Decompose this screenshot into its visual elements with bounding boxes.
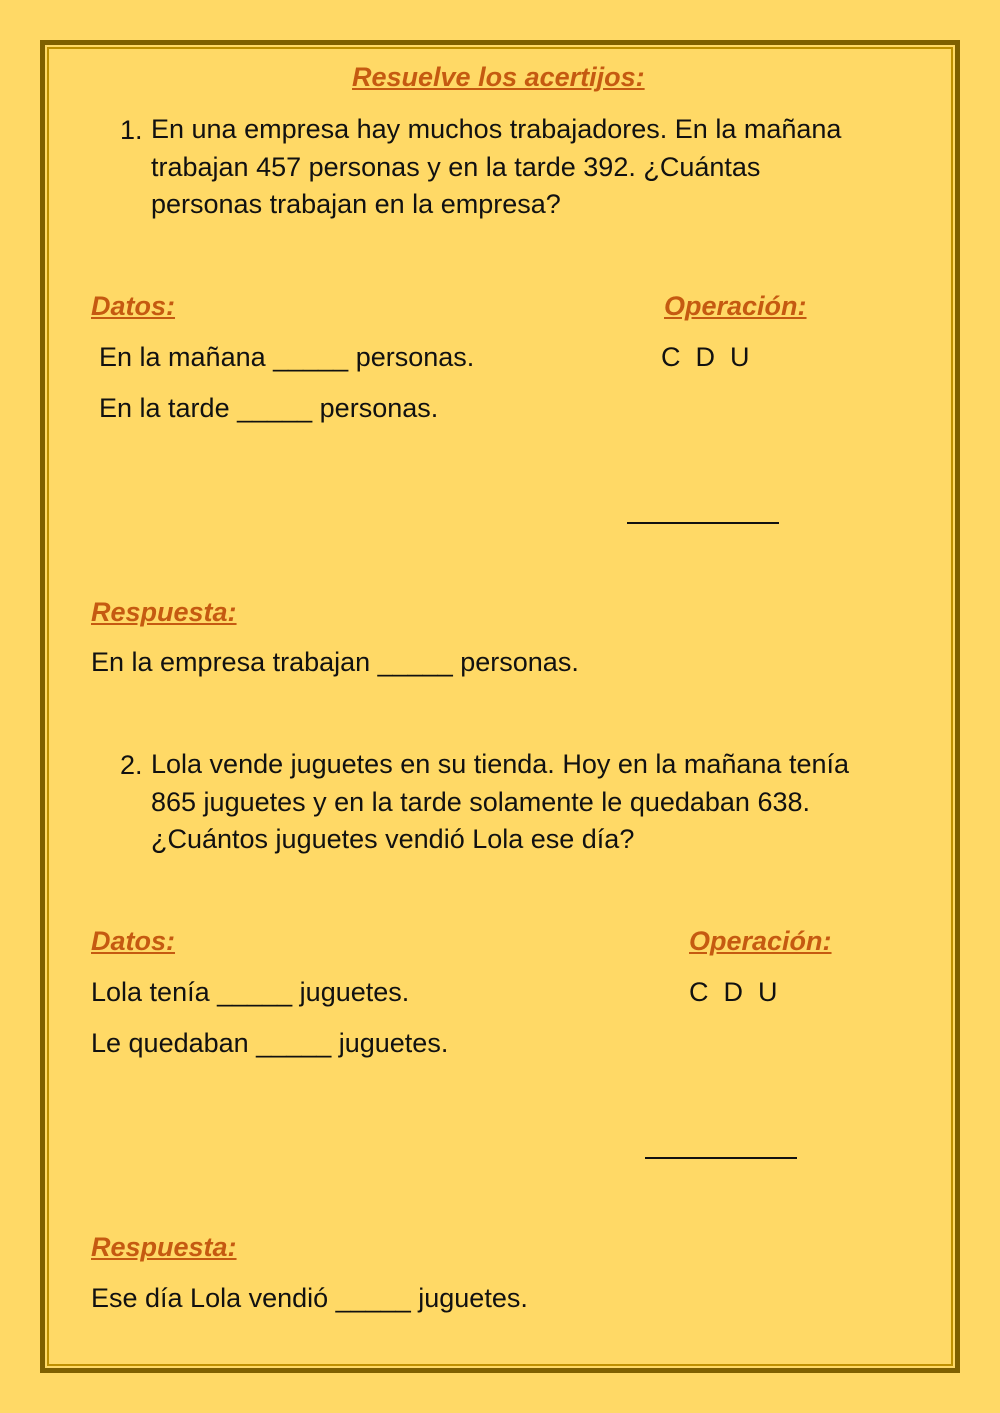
problem-2-place-value-columns: C D U bbox=[689, 977, 778, 1007]
problem-2-statement bbox=[151, 746, 849, 859]
problem-1-statement bbox=[151, 111, 841, 224]
problem-1-line-2: trabajan 457 personas y en la tarde 392. ¿Cuántas bbox=[151, 151, 761, 182]
problem-2-datos-label: Datos: bbox=[91, 926, 176, 956]
problem-2-line-1: Lola vende juguetes en su tienda. Hoy en la mañana tenía bbox=[151, 749, 850, 779]
problem-2-line-3: ¿Cuántos juguetes vendió Lola ese día? bbox=[151, 824, 635, 854]
problem-2-difference-line bbox=[645, 1157, 797, 1159]
problem-2-line-2: 865 juguetes y en la tarde solamente le quedaban 638. bbox=[151, 786, 810, 817]
page-border-inner bbox=[47, 47, 953, 1366]
problem-1-operacion-label: Operación: bbox=[664, 291, 807, 321]
problem-1-sum-line bbox=[627, 522, 779, 524]
problem-1-dato-2: En la tarde _____ personas. bbox=[99, 393, 439, 423]
worksheet-title: Resuelve los acertijos: bbox=[352, 62, 645, 92]
problem-1-dato-1: En la mañana _____ personas. bbox=[99, 342, 475, 372]
problem-1-datos-label: Datos: bbox=[91, 291, 176, 321]
problem-2-dato-1: Lola tenía _____ juguetes. bbox=[91, 977, 410, 1007]
problem-2-operacion-label: Operación: bbox=[689, 926, 832, 956]
problem-1-line-1: En una empresa hay muchos trabajadores. En la mañana bbox=[151, 114, 842, 144]
problem-1-line-3: personas trabajan en la empresa? bbox=[151, 189, 561, 219]
problem-2-respuesta: Ese día Lola vendió _____ juguetes. bbox=[91, 1283, 528, 1313]
problem-2-respuesta-label: Respuesta: bbox=[91, 1232, 237, 1262]
problem-2-number: 2. bbox=[120, 750, 143, 780]
problem-1-respuesta-label: Respuesta: bbox=[91, 597, 237, 627]
problem-2-dato-2: Le quedaban _____ juguetes. bbox=[91, 1028, 449, 1058]
problem-1-respuesta: En la empresa trabajan _____ personas. bbox=[91, 647, 579, 677]
problem-1-place-value-columns: C D U bbox=[661, 342, 750, 372]
problem-1-number: 1. bbox=[120, 115, 143, 145]
